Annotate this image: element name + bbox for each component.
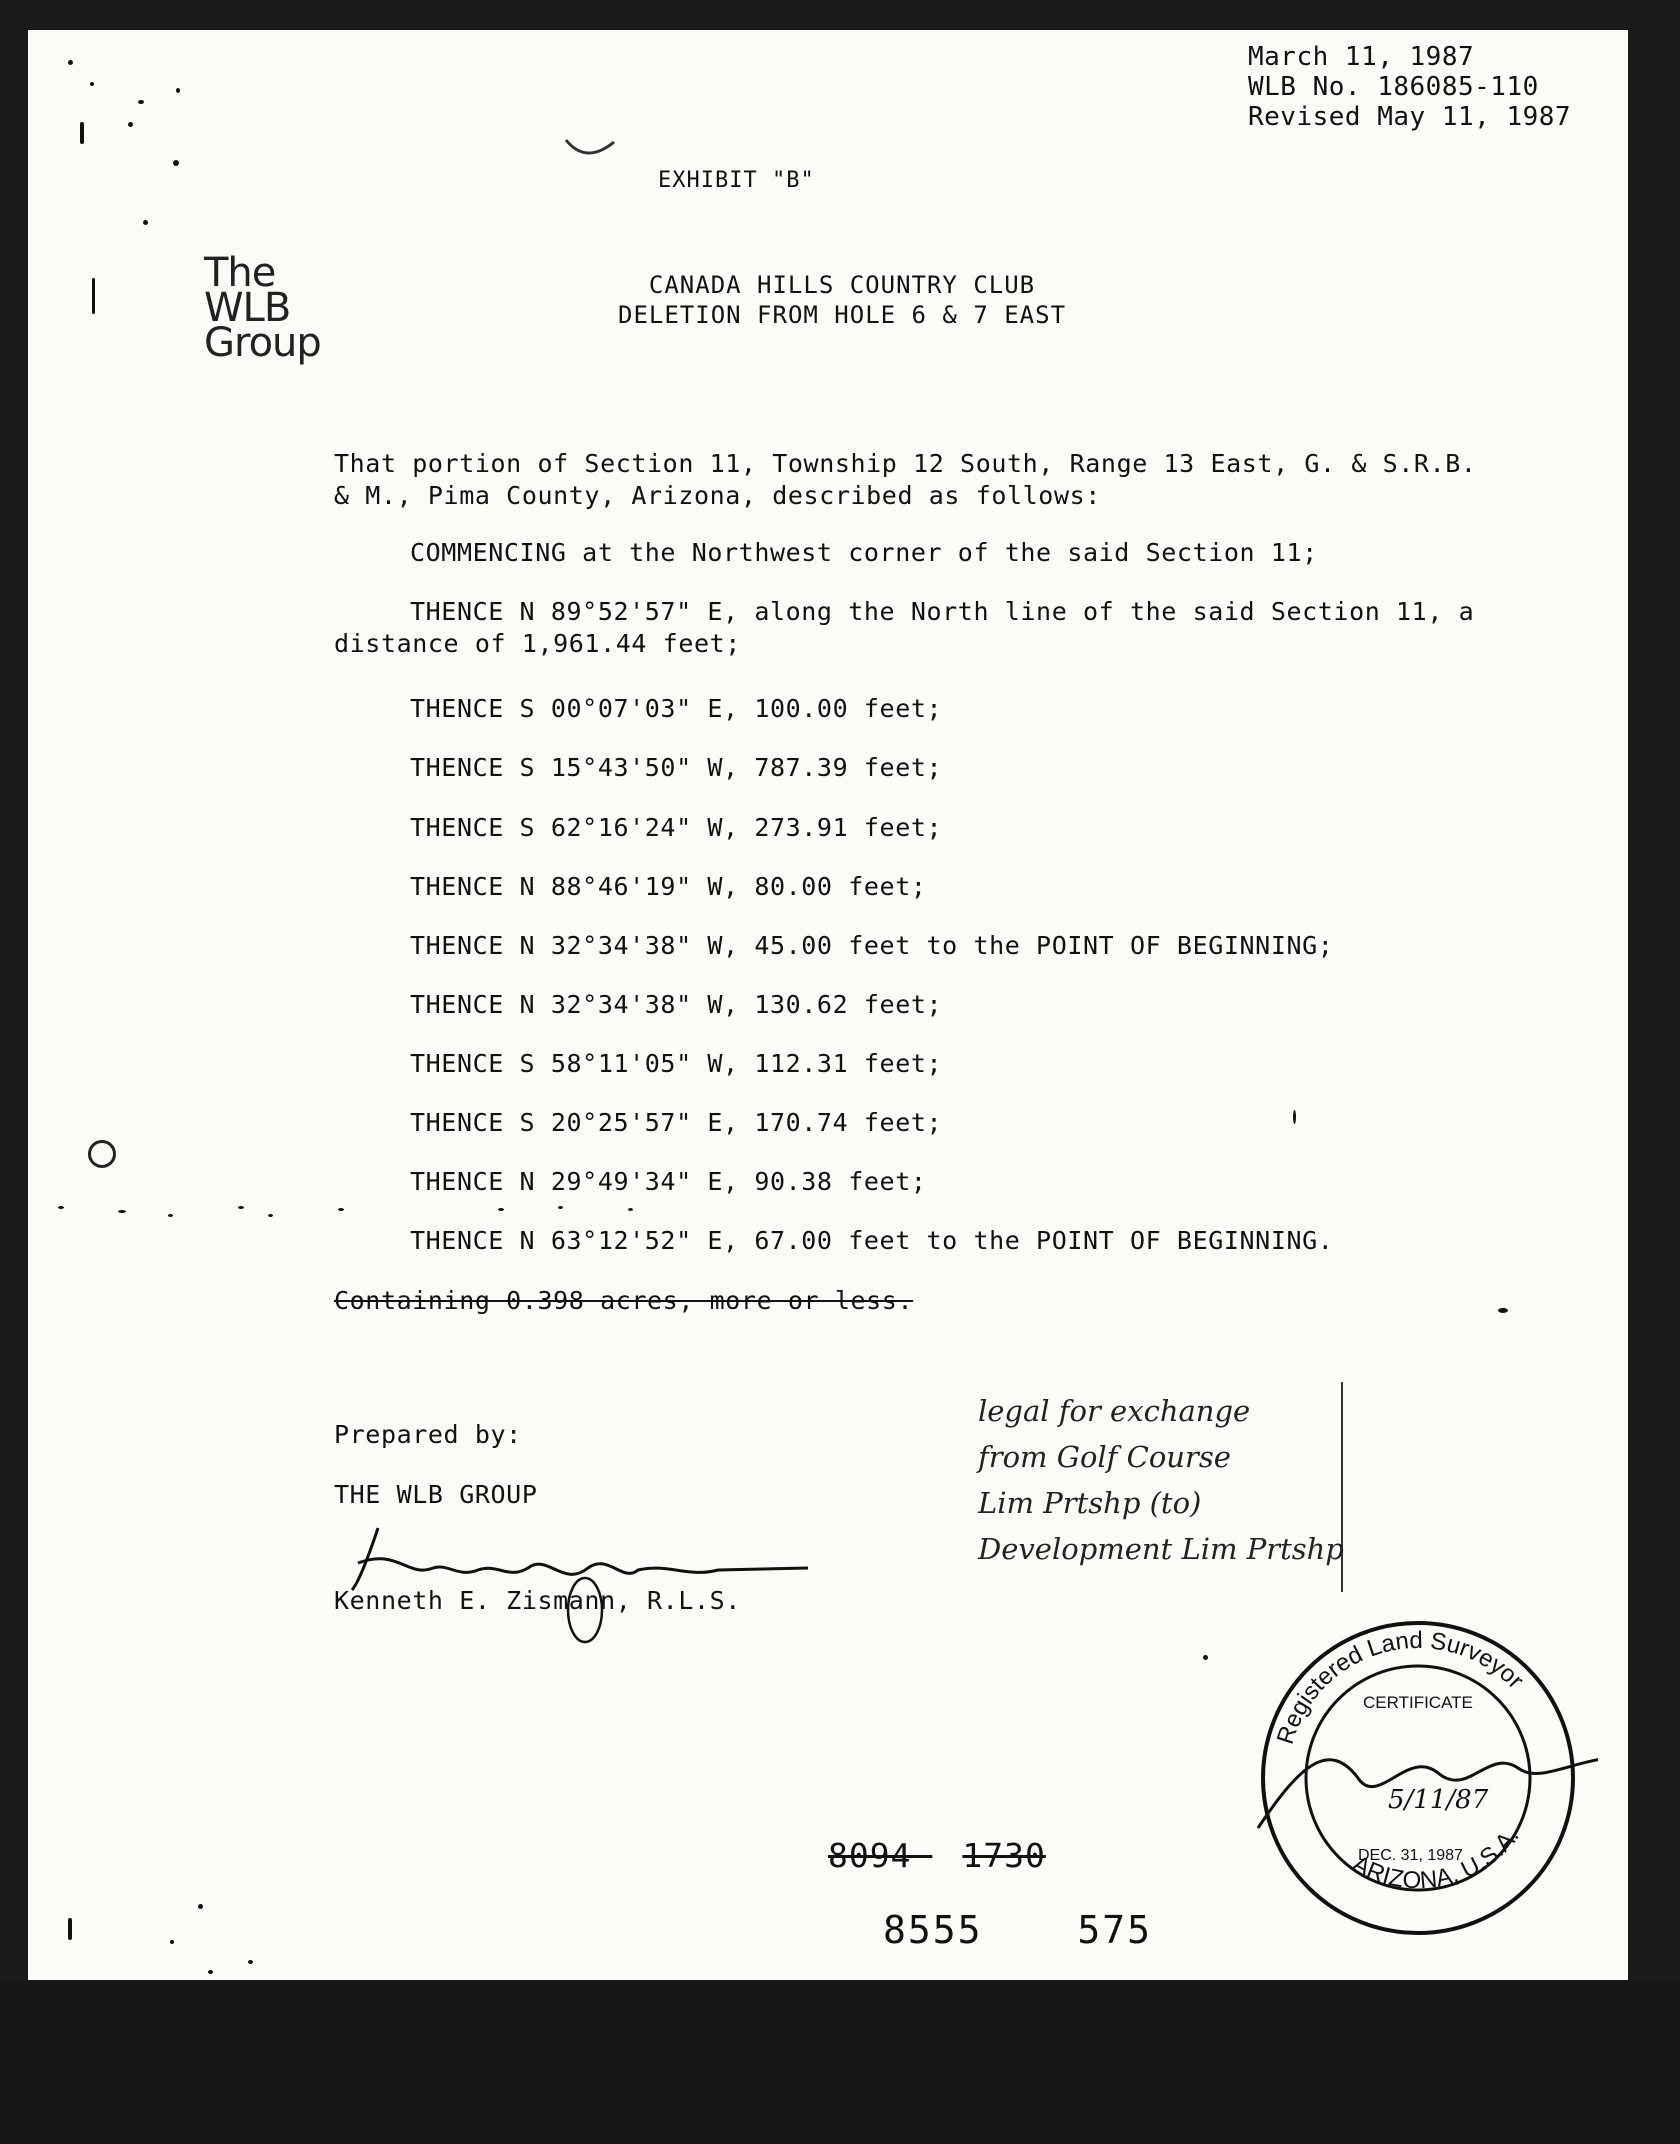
call-line: THENCE S 62°16'24" W, 273.91 feet; (410, 813, 943, 842)
seal-date: 5/11/87 (1388, 1785, 1489, 1815)
call-line: THENCE N 63°12'52" E, 67.00 feet to the POINT OF BEGINNING. (410, 1226, 1334, 1255)
first-call-line-1: THENCE N 89°52'57" E, along the North line of the said Section 11, a (410, 597, 1475, 626)
title-line-1: CANADA HILLS COUNTRY CLUB (648, 271, 1036, 299)
first-call (334, 596, 1474, 660)
document-title (618, 270, 1066, 330)
intro-line-2: & M., Pima County, Arizona, described as follows: (334, 481, 1101, 510)
exhibit-label: EXHIBIT "B" (658, 168, 815, 193)
handwritten-note (978, 1388, 1368, 1572)
wlb-group-logo (204, 250, 321, 366)
logo-line-1: The (204, 250, 276, 296)
surveyor-name: Kenneth E. Zismann, R.L.S. (334, 1586, 741, 1615)
prepared-by-label: Prepared by: (334, 1420, 522, 1449)
call-line: THENCE N 88°46'19" W, 80.00 feet; (410, 872, 927, 901)
document-page (28, 30, 1628, 1980)
new-reference-b: 575 (1077, 1908, 1153, 1952)
old-reference-a: 8094 (828, 1836, 912, 1875)
note-line-3: Lim Prtshp (to) (978, 1486, 1202, 1520)
new-reference-numbers (883, 1908, 1152, 1952)
scan-border-bottom (0, 1982, 1680, 2144)
note-line-1: legal for exchange (978, 1394, 1251, 1428)
call-line: THENCE S 58°11'05" W, 112.31 feet; (410, 1049, 943, 1078)
note-line-2: from Golf Course (978, 1440, 1231, 1474)
seal-bottom-text: ARIZONA, U.S.A. (1347, 1822, 1525, 1895)
call-line: THENCE N 29°49'34" E, 90.38 feet; (410, 1167, 927, 1196)
intro-paragraph (334, 448, 1484, 512)
surveyor-seal (1238, 1598, 1598, 1958)
smudge-mark (556, 120, 626, 170)
document-header-info (1248, 42, 1571, 132)
containing-acreage-struck: Containing 0.398 acres, more or less. (334, 1286, 914, 1315)
signature-loop (560, 1570, 610, 1650)
call-line: THENCE S 15°43'50" W, 787.39 feet; (410, 753, 943, 782)
new-reference-a: 8555 (883, 1908, 983, 1952)
revised-date: Revised May 11, 1987 (1248, 102, 1572, 132)
logo-line-3: Group (204, 320, 321, 366)
note-line-4: Development Lim Prtshp (978, 1532, 1344, 1566)
seal-top-text: Registered Land Surveyor (1271, 1626, 1529, 1748)
seal-inner-text: CERTIFICATE (1363, 1693, 1473, 1712)
document-date: March 11, 1987 (1248, 42, 1475, 72)
call-line: THENCE N 32°34'38" W, 130.62 feet; (410, 990, 943, 1019)
call-line: THENCE S 20°25'57" E, 170.74 feet; (410, 1108, 943, 1137)
first-call-line-2: distance of 1,961.44 feet; (334, 629, 741, 658)
prepared-by-company: THE WLB GROUP (334, 1480, 538, 1509)
wlb-number: WLB No. 186085-110 (1248, 72, 1539, 102)
logo-line-2: WLB (204, 285, 291, 331)
old-reference-b: 1730 (962, 1836, 1046, 1875)
seal-expiration: DEC. 31, 1987 (1358, 1847, 1463, 1864)
commencing-line: COMMENCING at the Northwest corner of the said Section 11; (410, 538, 1318, 567)
call-line: THENCE S 00°07'03" E, 100.00 feet; (410, 694, 943, 723)
title-line-2: DELETION FROM HOLE 6 & 7 EAST (618, 301, 1067, 329)
old-reference-numbers (828, 1836, 1046, 1875)
call-line: THENCE N 32°34'38" W, 45.00 feet to the POINT OF BEGINNING; (410, 931, 1334, 960)
intro-line-1: That portion of Section 11, Township 12 South, Range 13 East, G. & S.R.B. (334, 449, 1477, 478)
